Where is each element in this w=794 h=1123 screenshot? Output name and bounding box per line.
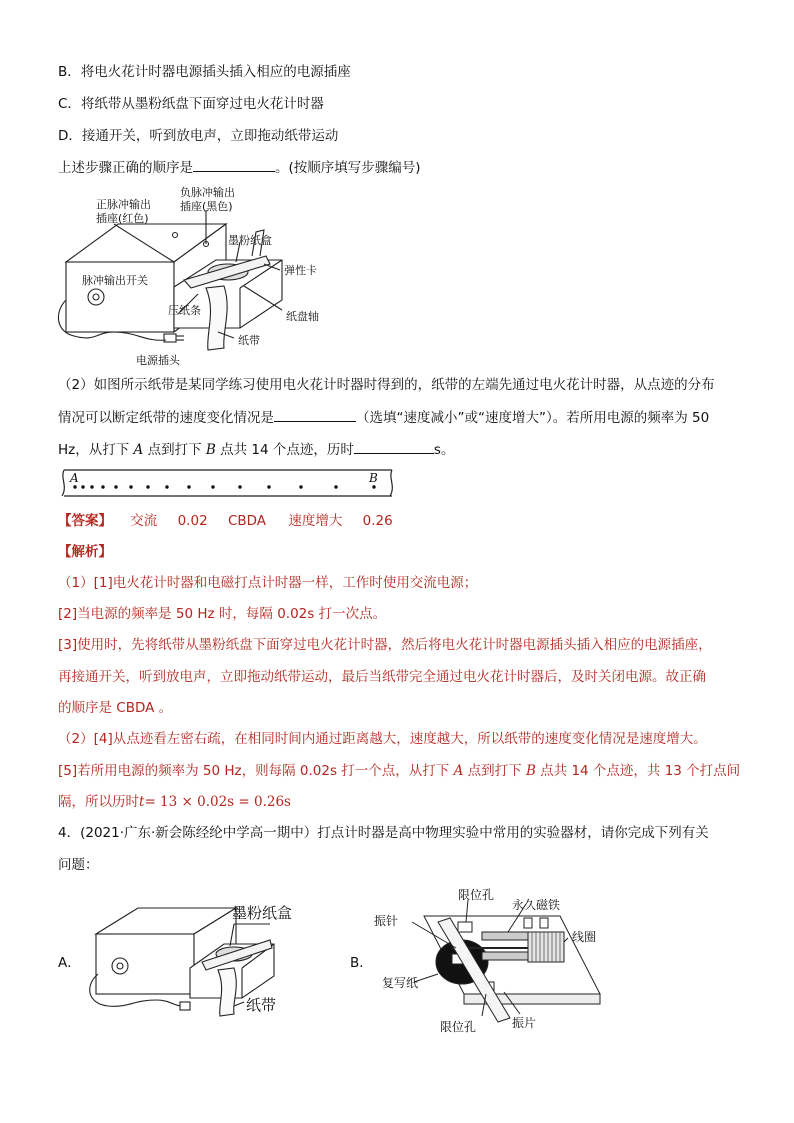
order-prefix: 上述步骤正确的顺序是 [58,160,193,176]
analysis-p3-line2: 再接通开关，听到放电声，立即拖动纸带运动，最后当纸带完全通过电火花计时器后，及时关闭电源。故正确 [58,669,706,685]
analysis-p5-b: 点到打下 [467,763,522,779]
step-d: D．接通开关，听到放电声，立即拖动纸带运动 [58,128,339,144]
tape-dot [165,485,168,488]
analysis-p5-a: [5]若所用电源的频率为 50 Hz，则每隔 0.02s 打一个点，从打下 [58,763,450,779]
tape-label-b: B [369,471,378,485]
analysis-p5-t: t [139,794,145,810]
tape-dot [73,485,76,488]
tape-dot [267,485,270,488]
paper-tape-figure [58,466,398,500]
fig2-needle: 振针 [374,914,399,928]
q2-line3-b: 点到打下 [147,442,202,458]
analysis-p5-line1 [58,761,740,781]
fig1-toner-box: 墨粉纸盒 [228,234,272,247]
fig1-plug: 电源插头 [136,354,180,367]
q2-point-b: B [205,442,216,458]
analysis-p2: [2]当电源的频率是 50 Hz 时，每隔 0.02s 打一次点。 [58,606,387,622]
analysis-p5-formula: = 13 × 0.02s = 0.26s [144,794,291,810]
fig1-neg-socket-line1: 负脉冲输出 [180,186,235,199]
q2-line1: （2）如图所示纸带是某同学练习使用电火花计时器时得到的，纸带的左端先通过电火花计时器，从点迹的分布 [58,377,715,393]
analysis-p1: （1）[1]电火花计时器和电磁打点计时器一样，工作时使用交流电源； [58,575,478,591]
order-question [58,157,421,178]
q2-line3-d: s。 [433,442,455,458]
q2-line2-prefix: 情况可以断定纸带的速度变化情况是 [58,410,274,426]
answer-value-4: 速度增大 [288,513,343,529]
fig2-limit-hole-top: 限位孔 [458,888,495,902]
fig2-carbon-paper: 复写纸 [382,976,419,990]
fig1-pos-socket-line2: 插座(红色) [96,212,149,225]
tape-label-a: A [70,471,79,485]
tape-dot [334,485,337,488]
order-suffix: 。(按顺序填写步骤编号) [275,160,421,176]
tape-dot [187,485,190,488]
q2-line3-c: 点共 14 个点迹，历时 [220,442,354,458]
fig2-toner-box: 墨粉纸盒 [232,904,293,922]
answer-value-2: 0.02 [177,513,208,529]
fig2-magnet: 永久磁铁 [512,898,561,912]
analysis-p5-c: 点共 14 个点迹，共 13 个打点间 [540,763,741,779]
q2-line3-a: Hz，从打下 [58,442,130,458]
fig2-limit-hole-bottom: 限位孔 [440,1020,477,1034]
fig1-clip: 弹性卡 [284,264,317,277]
analysis-p3-line3: 的顺序是 CBDA 。 [58,700,173,716]
fig1-pos-socket-line1: 正脉冲输出 [96,198,151,211]
timer-b-figure [374,882,618,1038]
tape-dot [299,485,302,488]
q4-line1: 4．(2021·广东·新会陈经纶中学高一期中）打点计时器是高中物理实验中常用的实验器材，请你完成下列有关 [58,825,709,841]
analysis-p3-line1: [3]使用时，先将纸带从墨粉纸盘下面穿过电火花计时器，然后将电火花计时器电源插头插入相应的电源插座， [58,637,712,653]
fig2-label-a: A． [58,955,81,971]
answer-blank-speed[interactable] [274,407,356,422]
fig1-switch: 脉冲输出开关 [82,274,148,287]
tape-dot [238,485,241,488]
analysis-p5-point-b: B [525,763,536,779]
fig2-label-b: B． [350,955,373,971]
paper-tape-drawing [58,466,398,500]
q4-line2: 问题： [58,857,99,873]
tape-dot [90,485,93,488]
fig1-axis: 纸盘轴 [286,310,319,323]
tape-dot [81,485,84,488]
q2-line3 [58,439,454,460]
fig2-tape: 纸带 [246,996,277,1014]
step-c: C．将纸带从墨粉纸盘下面穿过电火花计时器 [58,96,324,112]
tape-dot [101,485,104,488]
analysis-p5-line2 [58,792,291,812]
tape-dot [211,485,214,488]
fig2-vibrator: 振片 [512,1016,537,1030]
analysis-p5-point-a: A [453,763,464,779]
fig1-press-strip: 压纸条 [168,304,201,317]
tape-dot [114,485,117,488]
q2-line2-suffix: （选填“速度减小”或“速度增大”）。若所用电源的频率为 50 [356,410,710,426]
answer-value-5: 0.26 [362,513,393,529]
tape-dots [73,485,375,488]
tape-dot [129,485,132,488]
timer-a-figure [84,896,314,1020]
answer-row [58,511,393,531]
answer-blank-order[interactable] [193,157,275,172]
answer-value-3: CBDA [227,513,267,529]
tape-dot [372,485,375,488]
q2-line2 [58,407,709,428]
fig2-coil: 线圈 [572,930,597,944]
analysis-p4: （2）[4]从点迹看左密右疏，在相同时间内通过距离越大，速度越大，所以纸带的速度变化情况是速度增大。 [58,731,707,747]
answer-label: 【答案】 [58,513,112,529]
tape-dot [146,485,149,488]
spark-timer-figure [56,182,346,368]
answer-value-1: 交流 [130,513,158,529]
timer-b-drawing [378,882,618,1038]
q2-point-a: A [133,442,144,458]
analysis-label: 【解析】 [58,544,112,560]
step-b: B．将电火花计时器电源插头插入相应的电源插座 [58,64,351,80]
answer-blank-time[interactable] [354,439,434,454]
analysis-p5-d: 隔，所以历时 [58,794,139,810]
fig1-neg-socket-line2: 插座(黑色) [180,200,233,213]
fig1-tape: 纸带 [238,334,260,347]
